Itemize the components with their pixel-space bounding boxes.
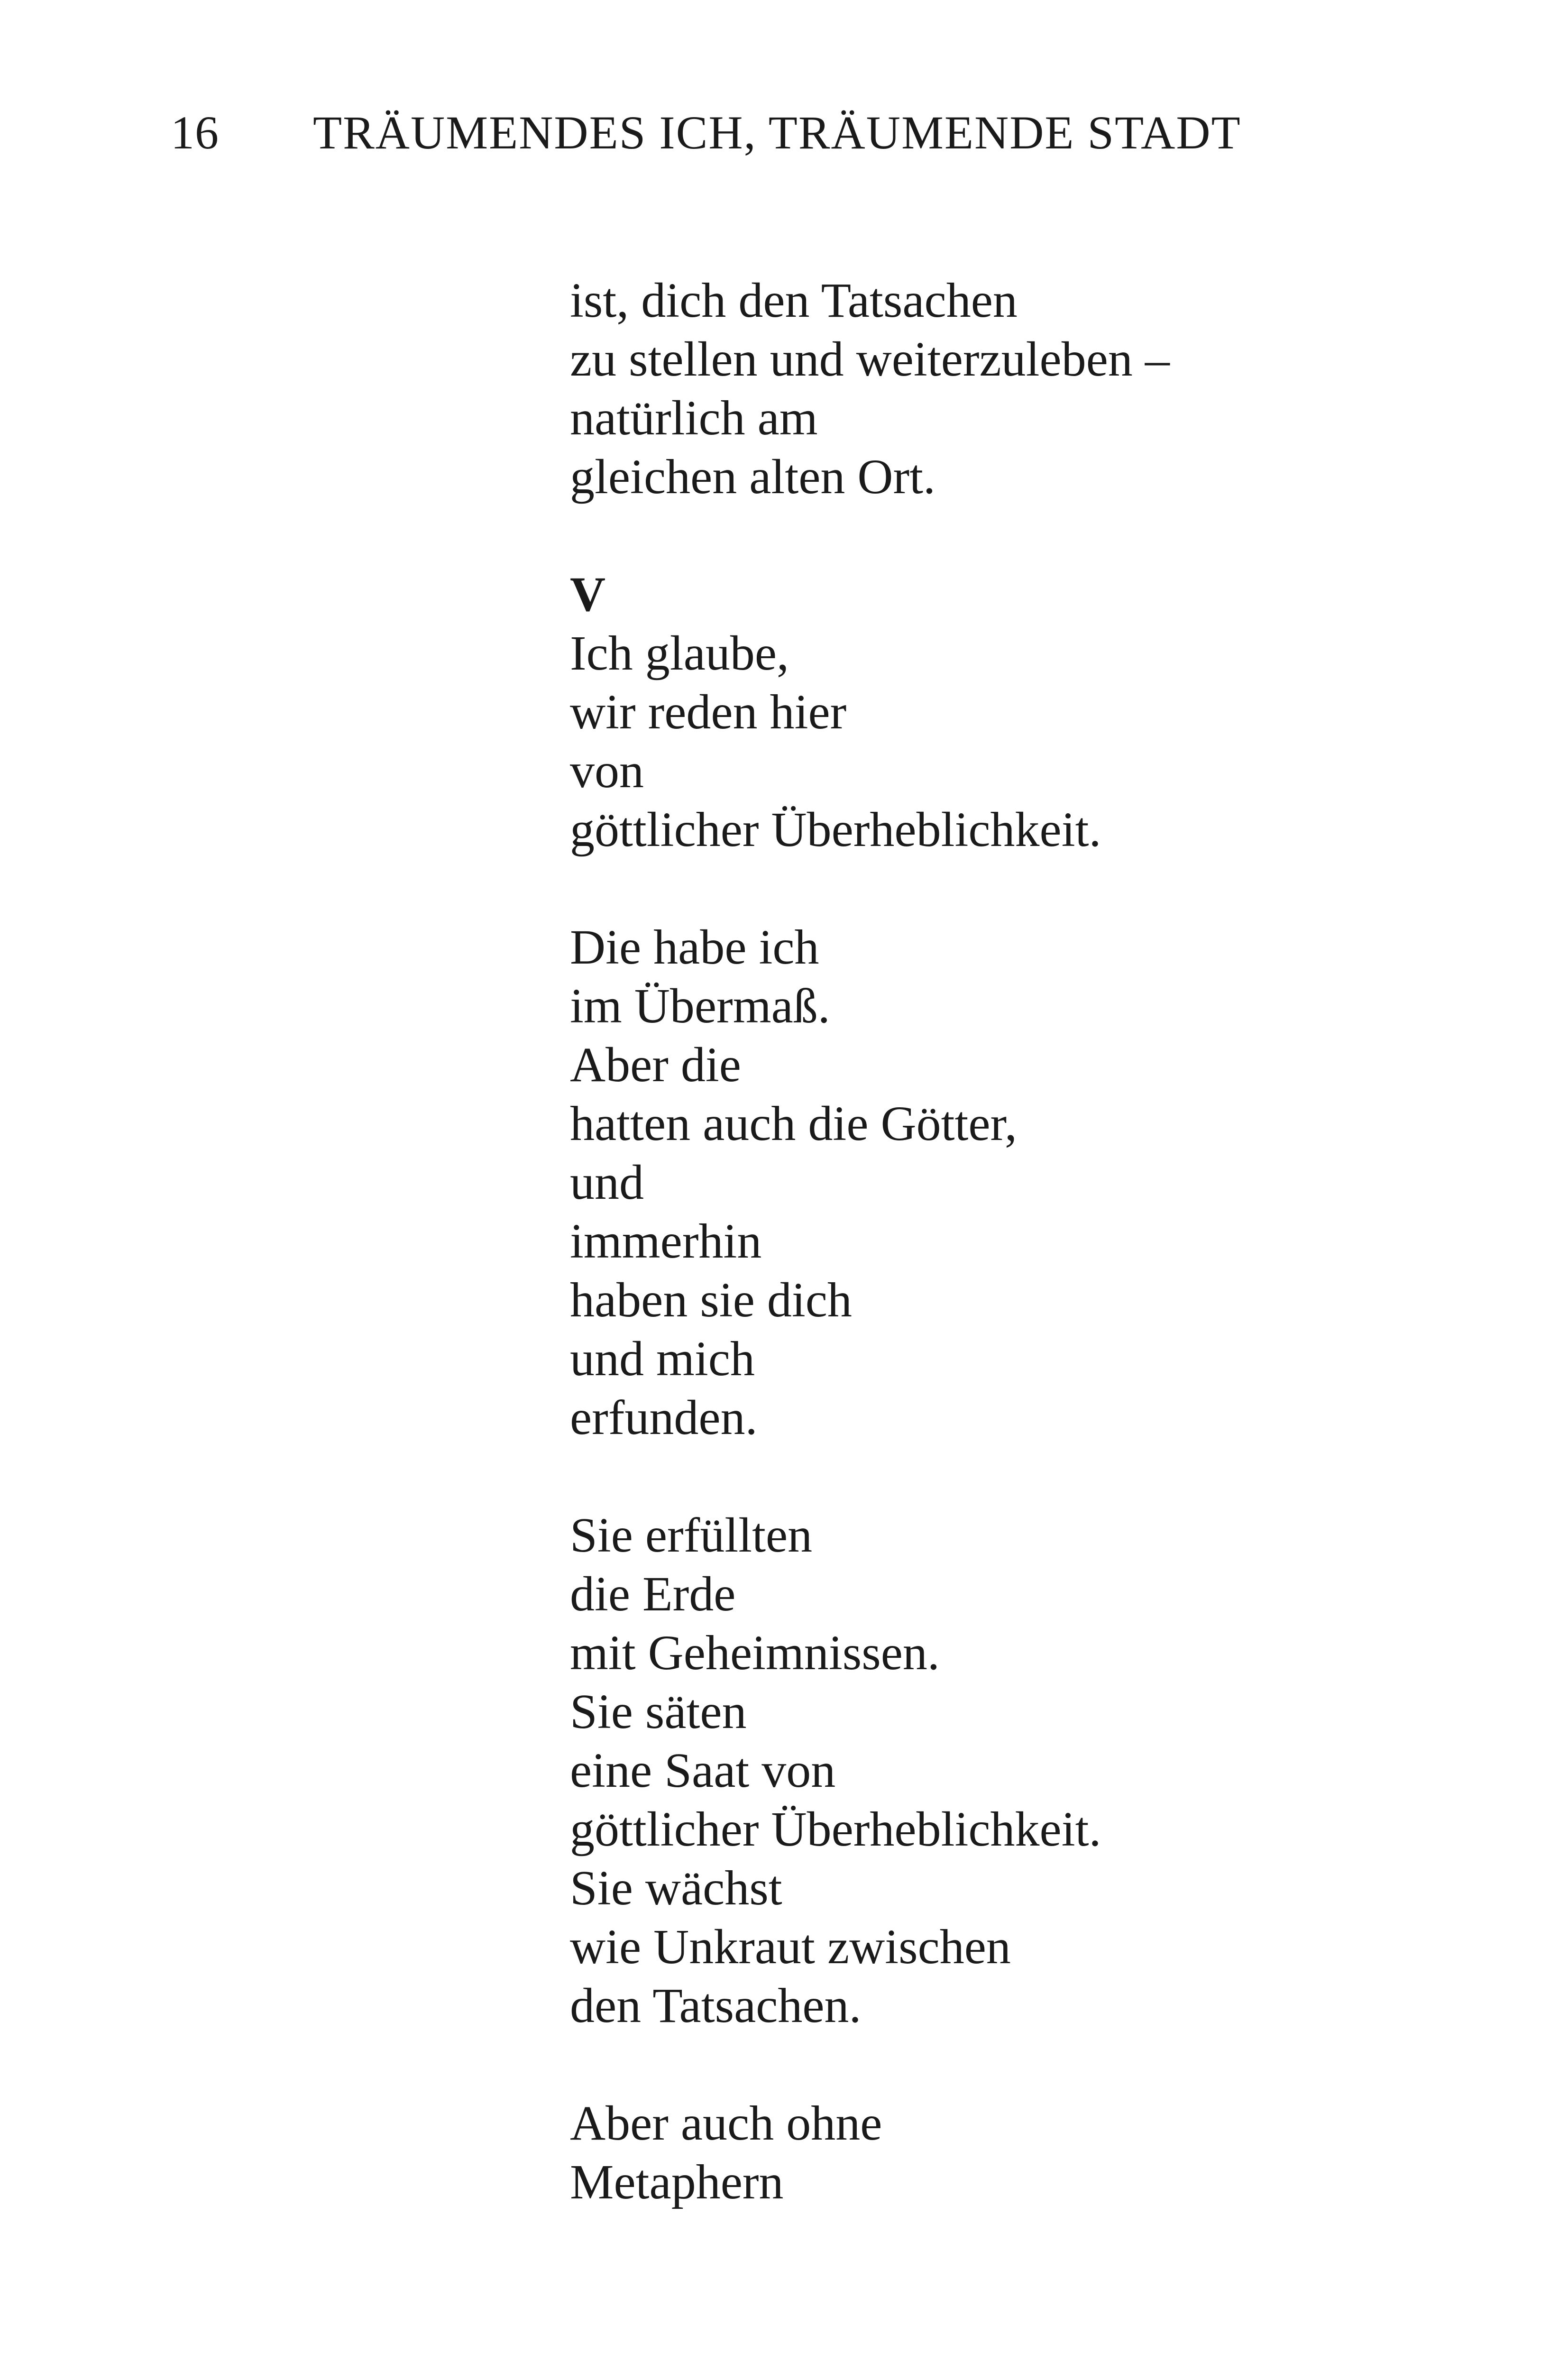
poem-line: Sie säten xyxy=(570,1684,747,1739)
poem-line: Metaphern xyxy=(570,2155,784,2209)
poem-line: gleichen alten Ort. xyxy=(570,450,936,504)
poem-line: göttlicher Überheblichkeit. xyxy=(570,1802,1101,1856)
poem-line: göttlicher Überheblichkeit. xyxy=(570,802,1101,857)
poem-line: Ich glaube, xyxy=(570,626,789,680)
stanza xyxy=(570,918,1471,1447)
poem-line: wir reden hier xyxy=(570,685,847,739)
poem-line: Sie erfüllten xyxy=(570,1508,813,1562)
poem-line: Sie wächst xyxy=(570,1861,782,1915)
stanza xyxy=(570,565,1471,859)
poem-line: erfunden. xyxy=(570,1390,758,1445)
stanza xyxy=(570,2094,1471,2212)
stanza xyxy=(570,1506,1471,2035)
poem-line: hatten auch die Götter, xyxy=(570,1096,1018,1151)
poem-body xyxy=(570,271,1471,2270)
section-heading: V xyxy=(570,567,606,622)
page-number: 16 xyxy=(171,106,219,159)
poem-line: natürlich am xyxy=(570,391,818,445)
poem-line: mit Geheimnissen. xyxy=(570,1626,940,1680)
poem-line: und mich xyxy=(570,1332,755,1386)
poem-line: Aber die xyxy=(570,1038,741,1092)
poem-line: ist, dich den Tatsachen xyxy=(570,273,1018,328)
poem-line: wie Unkraut zwischen xyxy=(570,1920,1011,1974)
poem-line: Aber auch ohne xyxy=(570,2096,882,2150)
poem-line: von xyxy=(570,744,644,798)
stanza xyxy=(570,271,1471,506)
poem-line: die Erde xyxy=(570,1567,736,1621)
poem-line: und xyxy=(570,1155,644,1210)
poem-line: im Übermaß. xyxy=(570,979,830,1033)
running-header xyxy=(171,106,1241,159)
poem-line: haben sie dich xyxy=(570,1273,852,1327)
poem-line: zu stellen und weiterzuleben – xyxy=(570,332,1170,386)
poem-line: immerhin xyxy=(570,1214,762,1268)
poem-line: Die habe ich xyxy=(570,920,819,974)
poem-line: den Tatsachen. xyxy=(570,1978,862,2033)
poem-line: eine Saat von xyxy=(570,1743,836,1798)
running-title: TRÄUMENDES ICH, TRÄUMENDE STADT xyxy=(313,106,1241,159)
